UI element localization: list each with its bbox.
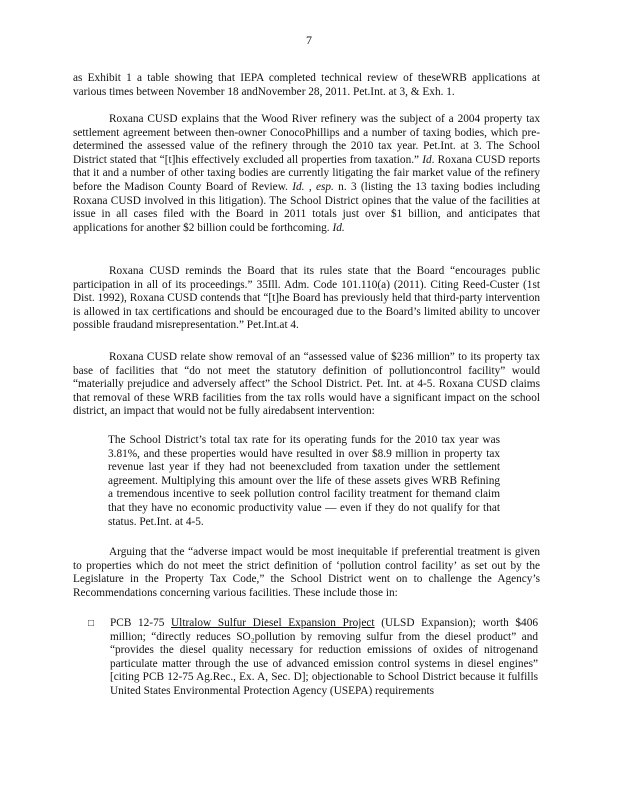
- citation-id: Id.: [292, 180, 305, 193]
- paragraph-text: n. 3 (listing the 13 taxing bodies including Roxana CUSD involved in this litigation). The School District opines that the value of the facilities at issue in all cases filed with the Board in 2011 totals just over $1 billion, and anticipates that applications for another $2 billion could be forthcoming.: [73, 180, 540, 234]
- page-number: 7: [306, 33, 312, 47]
- bullet-item-pcb-12-75: [110, 617, 538, 699]
- paragraph-refinery-settlement: [73, 113, 540, 235]
- paragraph-public-participation: Roxana CUSD reminds the Board that its rules state that the Board “encourages public participation in all of its proceedings.” 35Ill. Adm. Code 101.110(a) (2011). Citing Reed-Custer (1st Dist. 1992), Roxana CUSD contends that “[t]he Board has previously held that third-party intervention is allowed in tax certifications and should be encouraged due to the Board’s limited ability to uncover possible fraudand misrepresentation.” Pet.Int.at 4.: [73, 265, 540, 332]
- paragraph-adverse-impact: Arguing that the “adverse impact would be most inequitable if preferential treatment is given to properties which do not meet the strict definition of ‘pollution control facility’ as set out by the Legislature in the Property Tax Code,” the School District went on to challenge the Agency’s Recommendations concerning various facilities. These include those in:: [73, 546, 540, 599]
- block-quote: The School District’s total tax rate for its operating funds for the 2010 tax year was 3.81%, and these properties would have resulted in over $8.9 million in property tax revenue last year if they had not beenexcluded from taxation under the settlement agreement. Multiplying this amount over the life of these assets gives WRB Refining a tremendous incentive to seek pollution control facility treatment for themand claim that they have no economic productivity value — even if they do not qualify for that status. Pet.Int. at 4-5.: [108, 434, 500, 528]
- bullet-text: (ULSD Expansion); worth $406 million; “directly reduces SO₂pollution by removing sulfur from the diesel product” and “provides the diesel quality necessary for reduction emissions of oxides of nitrogenand particulate matter through the use of advanced emission control systems in diesel engines” [citing PCB 12-75 Ag.Rec., Ex. A, Sec. D]; objectionable to School District because it fulfills United States Environmental Protection Agency (USEPA) requirements: [110, 617, 538, 697]
- bullet-lead: PCB 12-75: [110, 617, 172, 629]
- citation-id: Id: [422, 153, 432, 166]
- project-name: Ultralow Sulfur Diesel Expansion Project: [171, 617, 375, 629]
- paragraph-text: Roxana CUSD explains that the Wood River refinery was the subject of a 2004 property tax settlement agreement between then-owner ConocoPhillips and a number of taxing bodies, which pre-determined the assessed value of the refinery through the 2010 tax year. Pet.Int. at 3. The School District stated that “[t]his effectively excluded all properties from taxation.”: [73, 113, 540, 166]
- paragraph-text: . Roxana CUSD reports that it and a number of other taxing bodies are currently litigating the fair market value of the refinery before the Madison County Board of Review.: [73, 153, 540, 193]
- paragraph-exhibit: as Exhibit 1 a table showing that IEPA completed technical review of theseWRB applications at various times between November 18 andNovember 28, 2011. Pet.Int. at 3, & Exh. 1.: [73, 72, 540, 98]
- checkbox-bullet-icon: □: [88, 618, 95, 629]
- paragraph-removal-impact: Roxana CUSD relate show removal of an “assessed value of $236 million” to its property tax base of facilities that “do not meet the statutory definition of pollutioncontrol facility” would “materially prejudice and adversely affect” the School District. Pet. Int. at 4-5. Roxana CUSD claims that removal of these WRB facilities from the tax rolls would have a significant impact on the school district, an impact that would not be fully airedabsent intervention:: [73, 351, 540, 418]
- paragraph-text: ,: [304, 180, 316, 193]
- citation-id: Id.: [332, 221, 345, 234]
- citation-esp: esp.: [315, 180, 334, 193]
